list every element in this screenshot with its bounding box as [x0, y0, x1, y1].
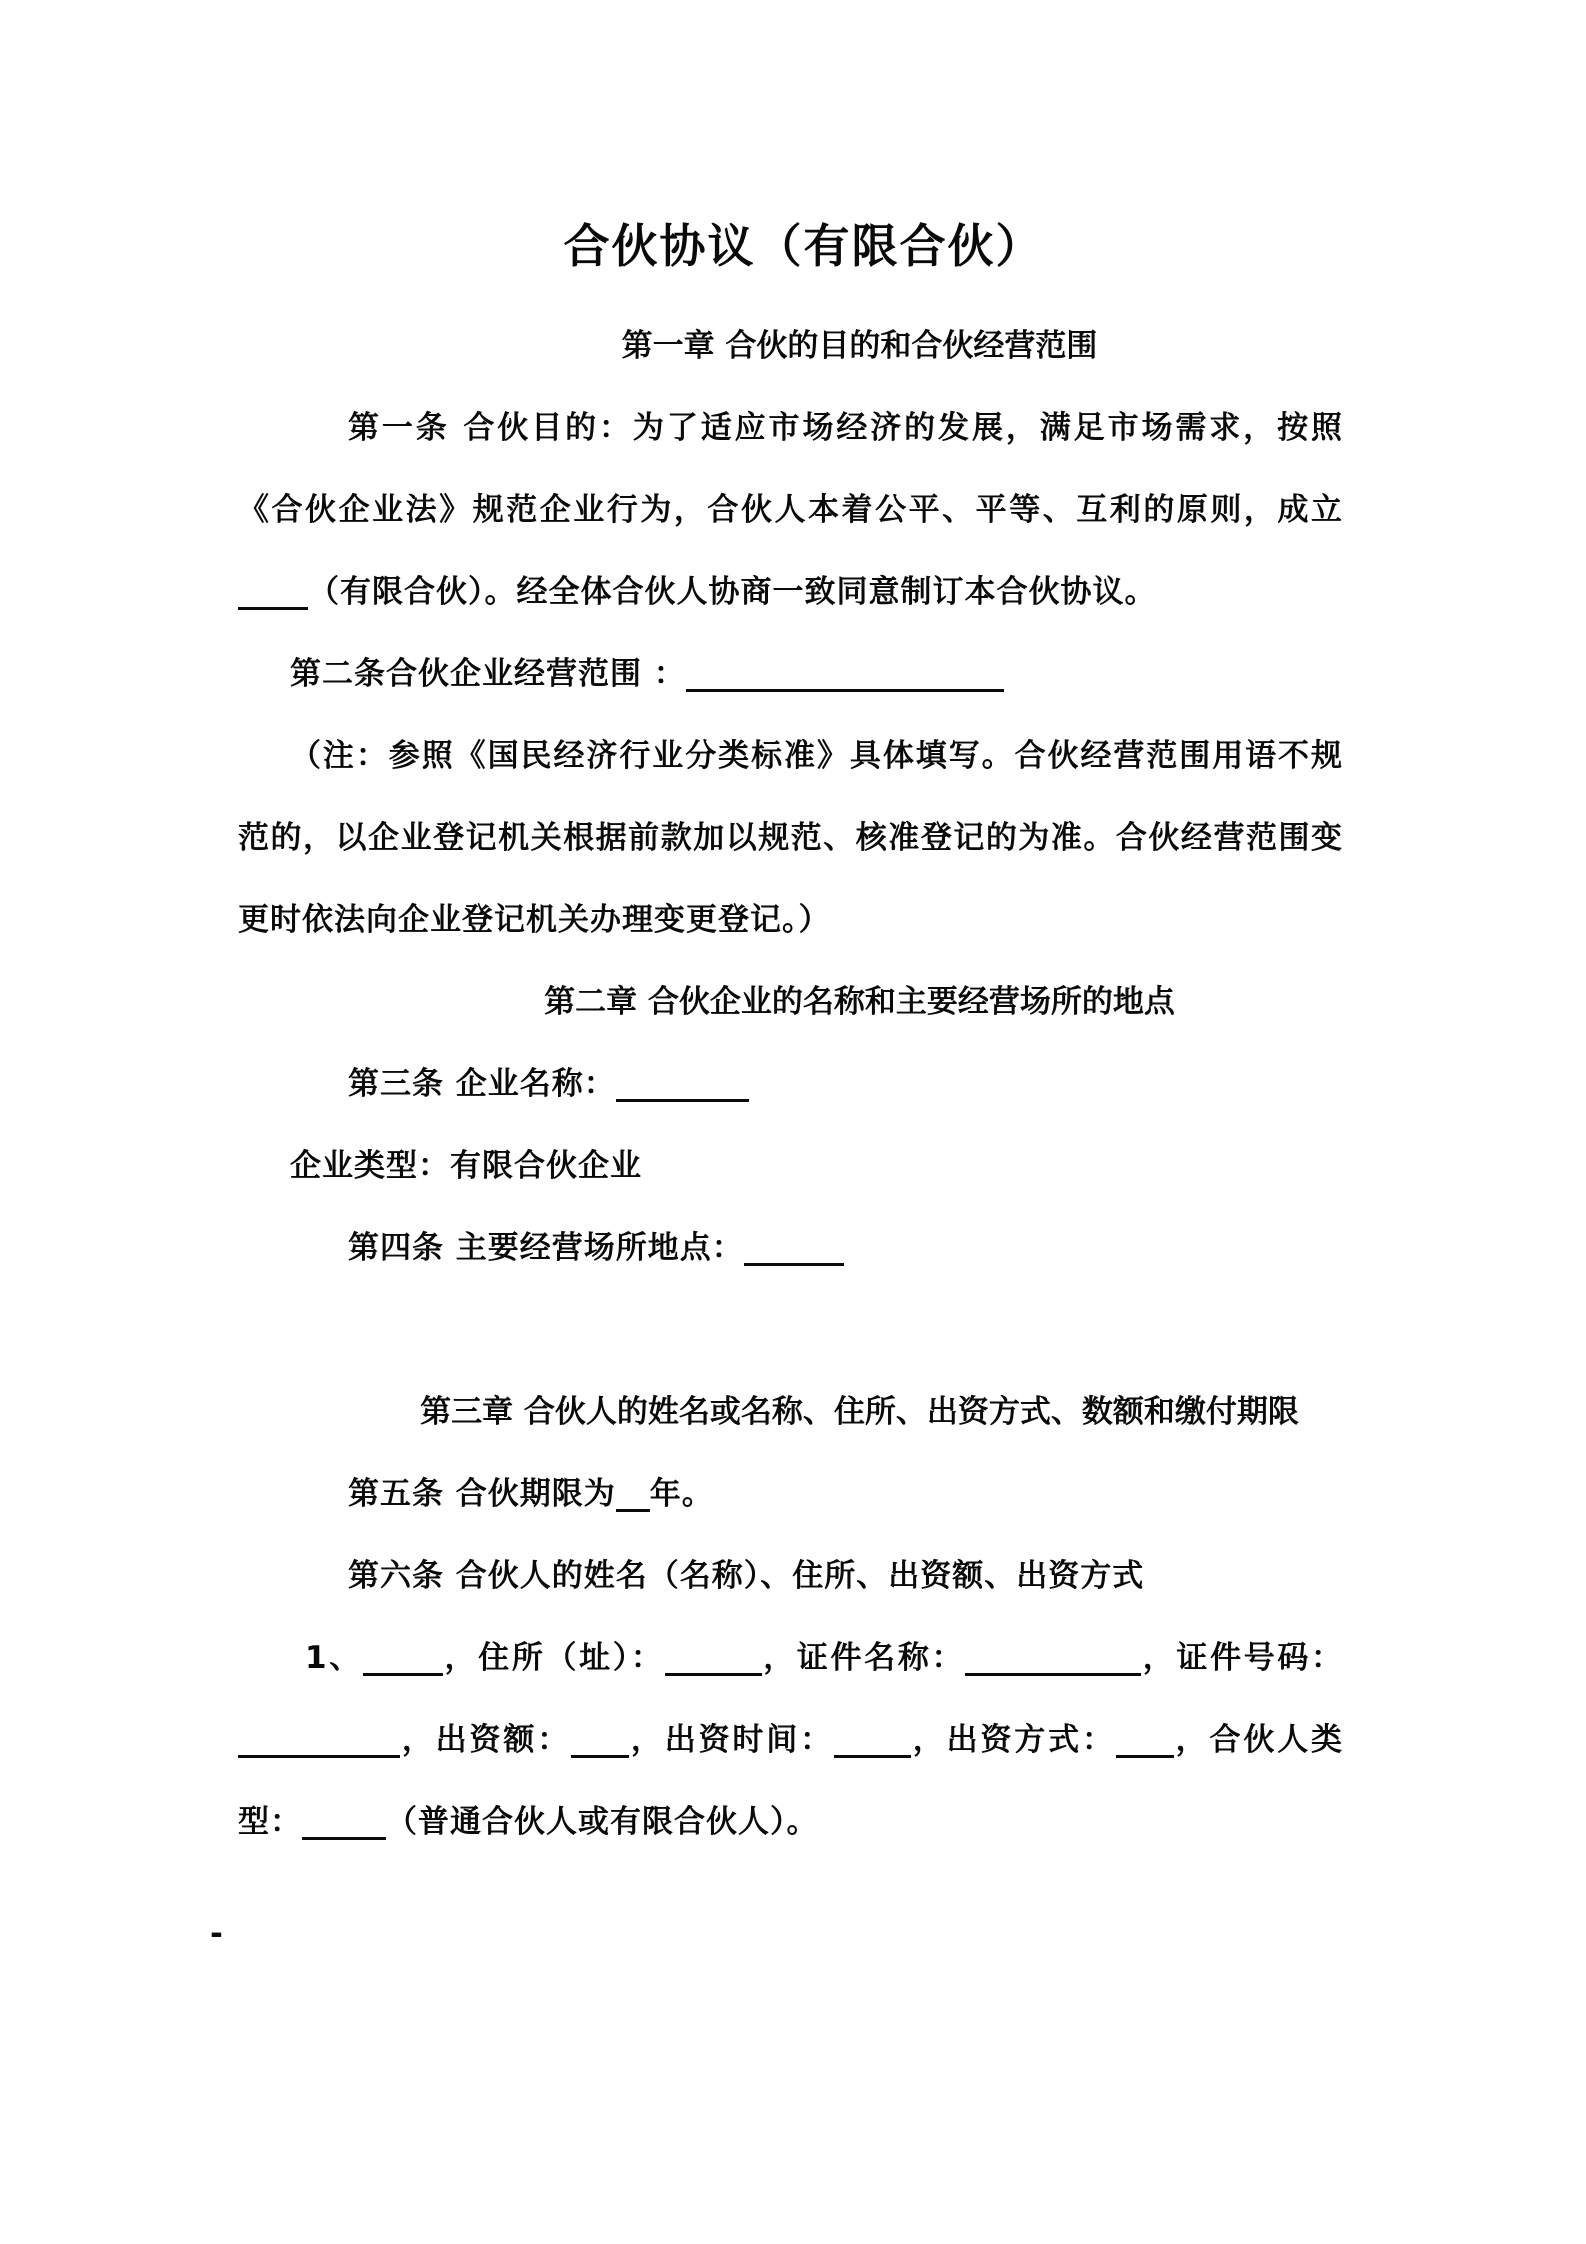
chapter-2-heading: 第二章 合伙企业的名称和主要经营场所的地点: [544, 984, 1175, 1020]
blank-established-name: [238, 577, 308, 610]
blank-certificate-number: [238, 1725, 400, 1758]
article-3-label: 第三条 企业名称：: [348, 1066, 616, 1102]
partner-1-certificate-number-label: ，证件号码：: [1141, 1640, 1344, 1676]
blank-contribution-amount: [571, 1725, 629, 1758]
article-5-text-after: 年。: [649, 1476, 714, 1512]
article-1-text-after: （有限合伙）。经全体合伙人协商一致同意制订本合伙协议。: [308, 574, 1157, 610]
article-5-text-before: 第五条 合伙期限为: [348, 1476, 616, 1512]
document-title: 合伙协议（有限合伙）: [563, 219, 1044, 273]
article-4-label: 第四条 主要经营场所地点：: [348, 1230, 744, 1266]
partner-1-certificate-name-label: ，证件名称：: [761, 1640, 966, 1676]
blank-partnership-term: [616, 1479, 650, 1512]
blank-certificate-name: [965, 1643, 1141, 1676]
blank-company-name: [616, 1069, 749, 1102]
partner-1-contribution-time-label: ，出资时间：: [629, 1722, 834, 1758]
partner-1-contribution-method-label: ，出资方式：: [910, 1722, 1116, 1758]
chapter-1-heading: 第一章 合伙的目的和合伙经营范围: [621, 328, 1098, 364]
article-2-line: [238, 633, 1343, 715]
blank-contribution-time: [834, 1725, 911, 1758]
article-3-line: [238, 1043, 1343, 1125]
blank-partner-type: [302, 1807, 386, 1840]
partner-1-address-label: ，住所（址）：: [442, 1640, 665, 1676]
article-4-line: [238, 1207, 1343, 1289]
article-2-label: 第二条合伙企业经营范围 ：: [290, 656, 686, 692]
partner-1-paragraph: [238, 1617, 1343, 1863]
partner-1-number: 1、: [305, 1640, 363, 1676]
article-1-paragraph: [238, 387, 1343, 633]
blank-partner-name: [363, 1643, 443, 1676]
partner-1-type-note: （普通合伙人或有限合伙人）。: [386, 1804, 819, 1840]
article-1-text-before: 第一条 合伙目的：为了适应市场经济的发展，满足市场需求，按照《合伙企业法》规范企业行为，合伙人本着公平、平等、互利的原则，成立: [238, 410, 1343, 528]
partner-1-contribution-amount-label: ，出资额：: [400, 1722, 572, 1758]
blank-business-location: [744, 1233, 844, 1266]
blank-business-scope: [686, 659, 1004, 692]
note-paragraph: （注：参照《国民经济行业分类标准》具体填写。合伙经营范围用语不规范的，以企业登记机关根据前款加以规范、核准登记的为准。合伙经营范围变更时依法向企业登记机关办理变更登记。）: [238, 738, 1343, 938]
company-type-line: 企业类型：有限合伙企业: [290, 1148, 642, 1184]
page-footnote-mark: -: [210, 1916, 223, 1952]
chapter-3-heading: 第三章 合伙人的姓名或名称、住所、出资方式、数额和缴付期限: [420, 1394, 1299, 1430]
article-6-line: 第六条 合伙人的姓名（名称）、住所、出资额、出资方式: [348, 1558, 1145, 1594]
blank-line-spacer: [238, 1289, 1343, 1371]
blank-partner-address: [665, 1643, 762, 1676]
article-5-line: [238, 1453, 1343, 1535]
partner-1-type-label: ，合伙人类型：: [238, 1722, 1344, 1840]
blank-contribution-method: [1116, 1725, 1174, 1758]
